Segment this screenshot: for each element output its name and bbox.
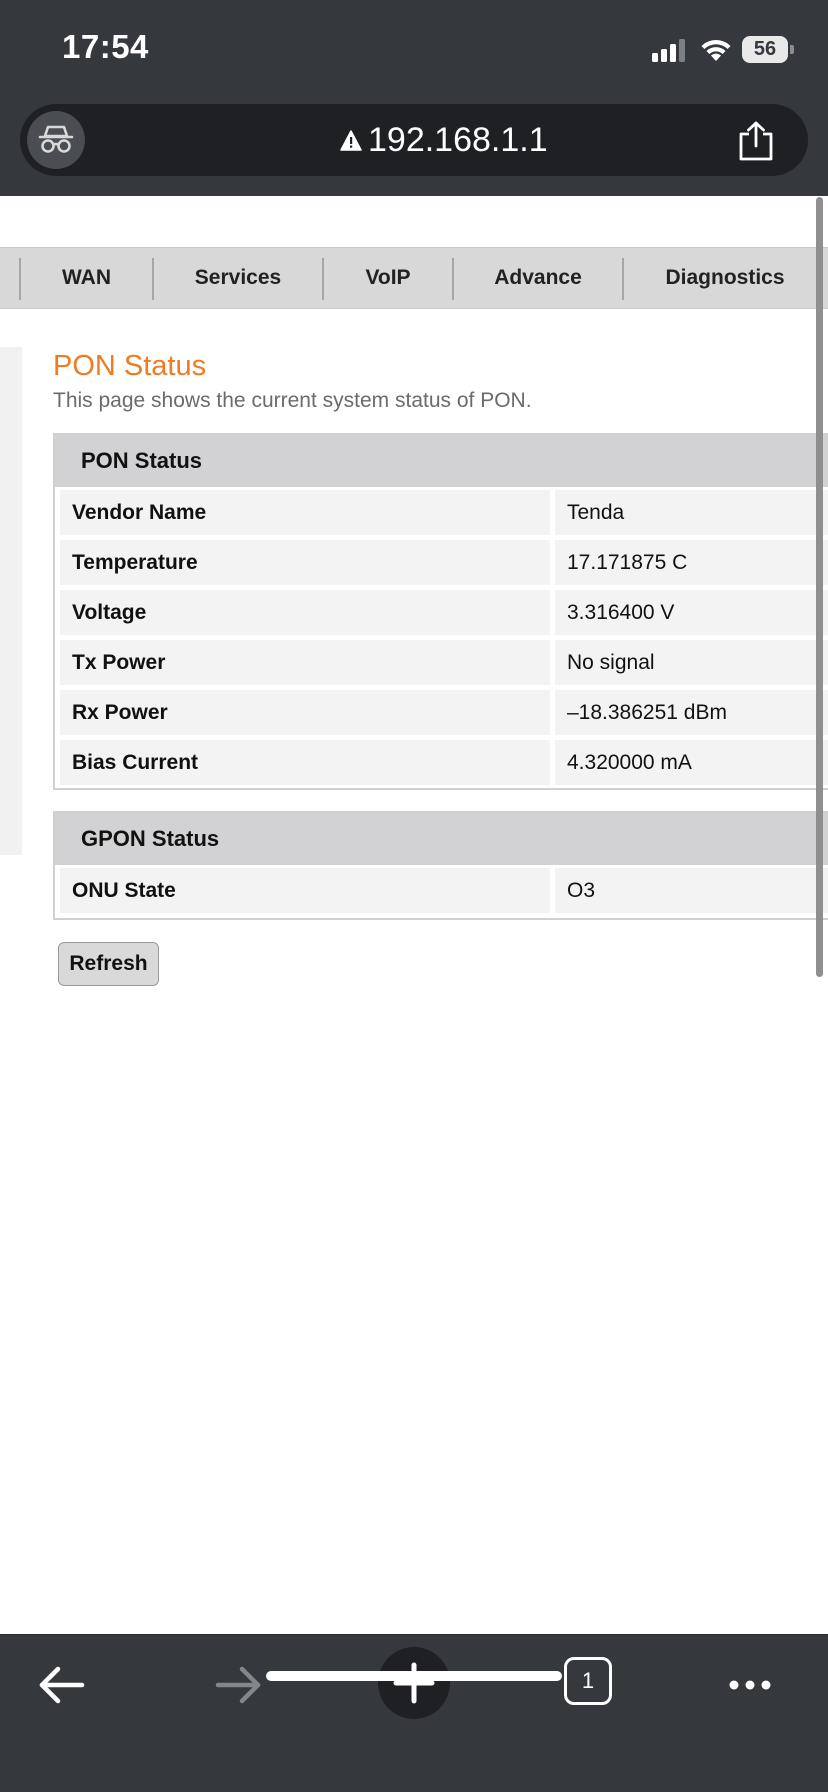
home-indicator — [266, 1671, 562, 1681]
row-label: Vendor Name — [60, 490, 550, 535]
nav-item-diagnostics[interactable]: Diagnostics — [665, 266, 785, 289]
row-value: No signal — [555, 640, 828, 685]
row-label: Voltage — [60, 590, 550, 635]
table-row — [55, 637, 828, 687]
back-arrow-icon[interactable] — [26, 1649, 98, 1721]
warning-icon — [340, 130, 362, 152]
new-tab-button[interactable] — [378, 1647, 450, 1719]
nav-item-voip[interactable]: VoIP — [365, 266, 411, 289]
table-row — [55, 537, 828, 587]
nav-item-services[interactable]: Services — [194, 266, 282, 289]
row-value: 17.171875 C — [555, 540, 828, 585]
top-navigation — [0, 247, 828, 309]
gpon-status-panel — [53, 811, 828, 920]
gpon-status-heading: GPON Status — [55, 813, 828, 865]
vertical-scrollbar[interactable] — [816, 197, 823, 977]
cellular-signal-icon — [652, 38, 688, 62]
plus-icon — [378, 1647, 450, 1719]
refresh-button[interactable]: Refresh — [58, 942, 159, 986]
row-value: 3.316400 V — [555, 590, 828, 635]
battery-indicator — [742, 36, 788, 63]
address-bar[interactable] — [20, 104, 808, 176]
row-value: 4.320000 mA — [555, 740, 828, 785]
url-text: 192.168.1.1 — [368, 121, 548, 159]
status-time: 17:54 — [62, 28, 149, 65]
table-row — [55, 587, 828, 637]
row-label: Rx Power — [60, 690, 550, 735]
page-description: This page shows the current system status of PON. — [53, 389, 532, 412]
forward-arrow-icon[interactable] — [202, 1649, 274, 1721]
table-row — [55, 687, 828, 737]
table-row — [55, 865, 828, 915]
row-value: Tenda — [555, 490, 828, 535]
pon-status-heading: PON Status — [55, 435, 828, 487]
nav-item-advance[interactable]: Advance — [494, 266, 582, 289]
browser-bottom-toolbar — [0, 1634, 828, 1792]
tab-count: 1 — [581, 1668, 595, 1693]
pon-status-panel — [53, 433, 828, 790]
web-page — [0, 197, 828, 1634]
nav-item-wan[interactable]: WAN — [62, 266, 111, 289]
wifi-icon — [698, 34, 734, 64]
battery-tip — [790, 45, 794, 54]
page-title: PON Status — [53, 350, 207, 382]
row-label: Tx Power — [60, 640, 550, 685]
incognito-icon — [38, 124, 74, 156]
more-icon[interactable] — [714, 1649, 786, 1721]
browser-top-chrome — [0, 0, 828, 196]
incognito-button[interactable] — [27, 111, 85, 169]
row-label: Temperature — [60, 540, 550, 585]
row-value: –18.386251 dBm — [555, 690, 828, 735]
row-value: O3 — [555, 868, 828, 913]
tabs-button[interactable] — [564, 1657, 612, 1705]
row-label: ONU State — [60, 868, 550, 913]
table-row — [55, 737, 828, 787]
share-icon[interactable] — [736, 120, 776, 162]
side-menu-edge — [0, 347, 22, 855]
battery-level: 56 — [753, 38, 777, 60]
table-row — [55, 487, 828, 537]
row-label: Bias Current — [60, 740, 550, 785]
